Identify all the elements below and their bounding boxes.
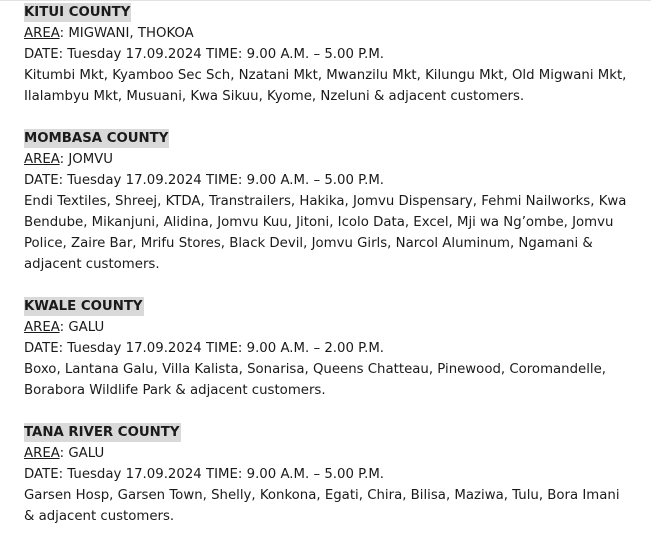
affected-customers-text: Kitumbi Mkt, Kyamboo Sec Sch, Nzatani Mkt, Mwanzilu Mkt, Kilungu Mkt, Old Migwani Mkt, Ilalambyu Mkt, Musuani, Kwa Sikuu, Kyome, Nzeluni & adjacent customers.: [24, 68, 627, 104]
date-time-line: DATE: Tuesday 17.09.2024 TIME: 9.00 A.M. – 5.00 P.M.: [24, 47, 385, 62]
area-label: AREA: [24, 26, 60, 41]
county-section-mombasa: [24, 128, 634, 275]
area-line: [24, 23, 634, 44]
county-heading: KITUI COUNTY: [24, 5, 131, 20]
affected-customers-text: Endi Textiles, Shreej, KTDA, Transtrailers, Hakika, Jomvu Dispensary, Fehmi Nailworks, Kwa Bendube, Mikanjuni, Alidina, Jomvu Kuu, Jitoni, Icolo Data, Excel, Mji wa Ng’ombe, Jomvu Police, Zaire Bar, Mrifu Stores, Black Devil, Jomvu Girls, Narcol Aluminum, Ngamani & adjacent customers.: [24, 194, 627, 272]
affected-customers-text: Garsen Hosp, Garsen Town, Shelly, Konkona, Egati, Chira, Bilisa, Maziwa, Tulu, Bora Imani & adjacent customers.: [24, 488, 620, 524]
county-section-kitui: [24, 2, 634, 107]
county-heading: TANA RIVER COUNTY: [24, 425, 180, 440]
date-time-line: DATE: Tuesday 17.09.2024 TIME: 9.00 A.M. – 2.00 P.M.: [24, 341, 385, 356]
area-line: [24, 149, 634, 170]
area-line: [24, 443, 634, 464]
area-label: AREA: [24, 320, 60, 335]
county-section-tana-river: [24, 422, 634, 527]
affected-customers-text: Boxo, Lantana Galu, Villa Kalista, Sonarisa, Queens Chatteau, Pinewood, Coromandelle, Borabora Wildlife Park & adjacent customers.: [24, 362, 607, 398]
area-line: [24, 317, 634, 338]
area-value: : MIGWANI, THOKOA: [59, 26, 194, 41]
outage-notice-document: [24, 2, 634, 548]
area-value: : GALU: [59, 446, 105, 461]
date-time-line: DATE: Tuesday 17.09.2024 TIME: 9.00 A.M. – 5.00 P.M.: [24, 467, 385, 482]
area-label: AREA: [24, 152, 60, 167]
county-heading: MOMBASA COUNTY: [24, 131, 169, 146]
county-heading: KWALE COUNTY: [24, 299, 143, 314]
county-section-kwale: [24, 296, 634, 401]
date-time-line: DATE: Tuesday 17.09.2024 TIME: 9.00 A.M. – 5.00 P.M.: [24, 173, 385, 188]
area-value: : GALU: [59, 320, 105, 335]
area-value: : JOMVU: [59, 152, 114, 167]
page-top-border: [0, 0, 651, 1]
area-label: AREA: [24, 446, 60, 461]
